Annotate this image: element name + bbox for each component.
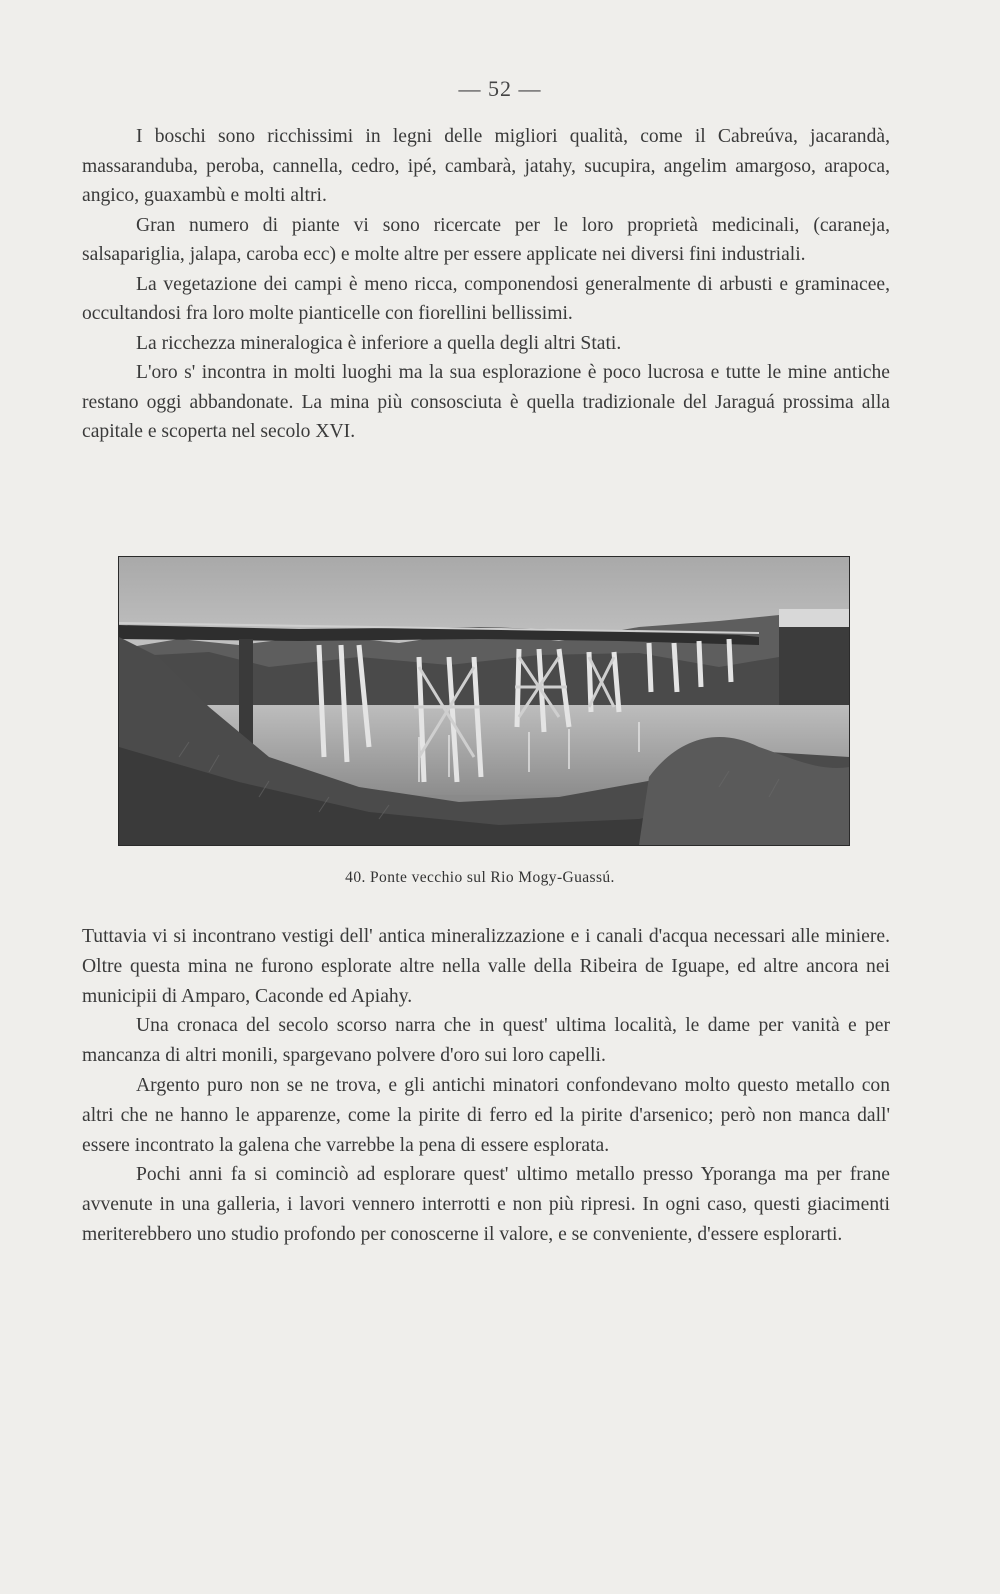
page-number: — 52 — xyxy=(458,76,542,101)
paragraph-mineral-wealth: La ricchezza mineralogica è inferiore a quella degli altri Stati. xyxy=(136,332,622,354)
paragraph-medicinal-plants: Gran numero di piante vi sono ricercate per le loro proprietà medicinali, (caraneja, salsapariglia, jalapa, caroba ecc) e molte altre per essere applicate nei diversi fini industriali. xyxy=(82,214,890,265)
paragraph-vestiges: Tuttavia vi si incontrano vestigi dell' antica mineralizzazione e i canali d'acqua necessari alle miniere. Oltre questa mina ne furono esplorate altre nella valle della Ribeira de Iguape, ed altre ancora nei municipii di Amparo, Caconde ed Apiahy. xyxy=(82,926,890,1007)
paragraph-silver: Argento puro non se ne trova, e gli antichi minatori confondevano molto questo metallo con altri che ne hanno le apparenze, come la pirite di ferro ed la pirite d'arsenico; però non manca dall' essere incontrato la galena che varrebbe la pena di essere esplorata. xyxy=(82,1074,890,1156)
bottom-text-block xyxy=(82,922,890,1250)
bridge-photograph xyxy=(118,556,850,846)
paragraph-woods: I boschi sono ricchissimi in legni delle migliori qualità, come il Cabreúva, jacarandà, massaranduba, peroba, cannella, cedro, ipé, cambarà, jatahy, sucupira, angelim amargoso, arapoca, angico, guaxambù e molti altri. xyxy=(82,126,890,206)
paragraph-vegetation: La vegetazione dei campi è meno ricca, componendosi generalmente di arbusti e graminacee, occultandosi fra loro molte pianticelle con fiorellini bellissimi. xyxy=(82,273,890,324)
figure-caption: 40. Ponte vecchio sul Rio Mogy-Guassú. xyxy=(345,869,615,886)
top-text-block xyxy=(82,122,890,447)
paragraph-yporanga: Pochi anni fa si cominciò ad esplorare quest' ultimo metallo presso Yporanga ma per frane avvenute in una galleria, i lavori vennero interrotti e non più ripresi. In ogni caso, questi giacimenti meriterebbero uno studio profondo per conoscerne il valore, e se conveniente, d'essere esplorarti. xyxy=(82,1164,890,1245)
paragraph-chronicle: Una cronaca del secolo scorso narra che in quest' ultima località, le dame per vanità e per mancanza di altri monili, spargevano polvere d'oro sui loro capelli. xyxy=(82,1015,890,1067)
paragraph-gold: L'oro s' incontra in molti luoghi ma la sua esplorazione è poco lucrosa e tutte le mine antiche restano oggi abbandonate. La mina più consosciuta è quella tradizionale del Jaraguá prossima alla capitale e scoperta nel secolo XVI. xyxy=(82,362,890,442)
